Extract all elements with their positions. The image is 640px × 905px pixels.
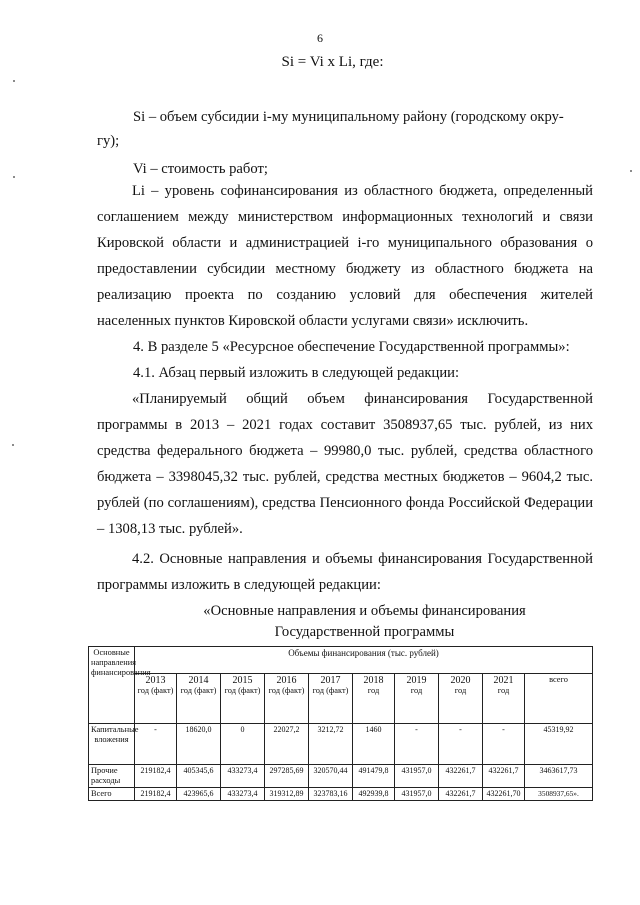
- table-cell: 433273,4: [221, 765, 265, 788]
- scan-speck: [630, 170, 632, 172]
- year-header: 2015 год (факт): [221, 674, 265, 724]
- year-header: 2021 год: [483, 674, 525, 724]
- table-cell: 297285,69: [265, 765, 309, 788]
- table-cell: 0: [221, 724, 265, 765]
- table-cell: 432261,7: [439, 765, 483, 788]
- table-year-header-row: [89, 674, 593, 724]
- table-cell: 320570,44: [309, 765, 353, 788]
- year-header: 2018 год: [353, 674, 395, 724]
- financing-table: [88, 646, 593, 801]
- table-row: [89, 765, 593, 788]
- year-header: 2013 год (факт): [135, 674, 177, 724]
- definition-li-paragraph: Li – уровень софинансирования из областного бюджета, определенный соглашением между министерством информационных технологий и связи Кировской области и администрацией i-го муниципального образования о предоставлении субсидии местному бюджету из областного бюджета на реализацию проекта по созданию условий для обеспечения жителей населенных пунктов Кировской области услугами связи» исключить.: [97, 183, 593, 329]
- table-row-total: [89, 788, 593, 801]
- table-cell: 432261,70: [483, 788, 525, 801]
- table-cell: 431957,0: [395, 765, 439, 788]
- scan-speck: [12, 444, 14, 446]
- year-header: 2017 год (факт): [309, 674, 353, 724]
- table-cell: 3463617,73: [525, 765, 593, 788]
- table-cell: 22027,2: [265, 724, 309, 765]
- total-header: всего: [525, 674, 593, 724]
- scan-speck: [13, 80, 15, 82]
- table-cell: 45319,92: [525, 724, 593, 765]
- table-cell: 319312,89: [265, 788, 309, 801]
- table-cell: 431957,0: [395, 788, 439, 801]
- definition-si-line2: гу);: [97, 133, 120, 149]
- year-header: 2014 год (факт): [177, 674, 221, 724]
- item-4-2-text: 4.2. Основные направления и объемы финансирования Государственной программы изложить в следующей редакции:: [97, 551, 593, 593]
- table-title-line1: «Основные направления и объемы финансирования: [203, 603, 526, 619]
- table-cell: 3508937,65».: [525, 788, 593, 801]
- row-label: Капитальные вложения: [89, 724, 135, 765]
- table-cell: 18620,0: [177, 724, 221, 765]
- col-header-group: Объемы финансирования (тыс. рублей): [135, 647, 593, 674]
- row-label: Всего: [89, 788, 135, 801]
- table-cell: 3212,72: [309, 724, 353, 765]
- table-cell: -: [483, 724, 525, 765]
- col-header-directions: Основные направления финансирования: [89, 647, 135, 724]
- table-cell: 491479,8: [353, 765, 395, 788]
- year-header: 2019 год: [395, 674, 439, 724]
- item-4-1-text: «Планируемый общий объем финансирования Государственной программы в 2013 – 2021 годах составит 3508937,65 тыс. рублей, из них средства федерального бюджета – 99980,0 тыс. рублей, средства областного бюджета – 3398045,32 тыс. рублей, средства местных бюджетов – 9604,2 тыс. рублей (по соглашениям), средства Пенсионного фонда Российской Федерации – 1308,13 тыс. рублей».: [97, 391, 593, 537]
- table-group-header-row: [89, 647, 593, 674]
- table-cell: 1460: [353, 724, 395, 765]
- table-cell: -: [135, 724, 177, 765]
- table-cell: 423965,6: [177, 788, 221, 801]
- subsidy-formula: Si = Vi x Li, где:: [281, 54, 384, 70]
- table-cell: 432261,7: [483, 765, 525, 788]
- table-cell: 492939,8: [353, 788, 395, 801]
- table-cell: 433273,4: [221, 788, 265, 801]
- scan-speck: [13, 176, 15, 178]
- table-row: [89, 724, 593, 765]
- table-cell: 219182,4: [135, 788, 177, 801]
- table-cell: 405345,6: [177, 765, 221, 788]
- table-cell: -: [395, 724, 439, 765]
- row-label: Прочие расходы: [89, 765, 135, 788]
- definition-vi: Vi – стоимость работ;: [133, 161, 268, 177]
- year-header: 2016 год (факт): [265, 674, 309, 724]
- table-cell: 219182,4: [135, 765, 177, 788]
- table-cell: 323783,16: [309, 788, 353, 801]
- definition-si-line1: Si – объем субсидии i-му муниципальному району (городскому окру-: [133, 109, 564, 125]
- table-title-line2: Государственной программы: [274, 624, 455, 640]
- table-cell: -: [439, 724, 483, 765]
- year-header: 2020 год: [439, 674, 483, 724]
- page-number: 6: [317, 31, 323, 45]
- item-4-heading: 4. В разделе 5 «Ресурсное обеспечение Государственной программы»:: [133, 339, 570, 355]
- table-cell: 432261,7: [439, 788, 483, 801]
- item-4-1-heading: 4.1. Абзац первый изложить в следующей редакции:: [133, 365, 460, 381]
